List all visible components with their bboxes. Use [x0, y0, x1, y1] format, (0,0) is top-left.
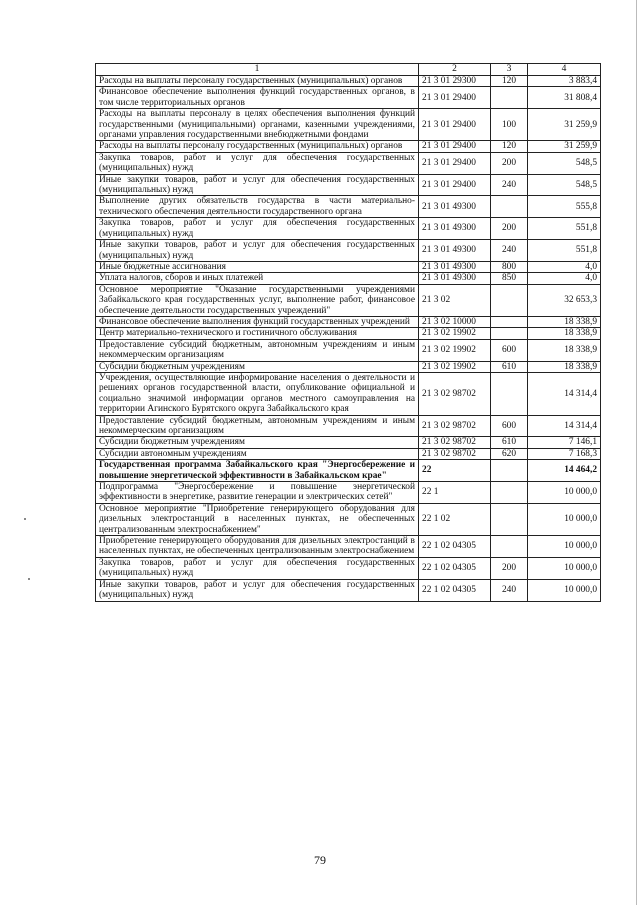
row-amount-cell: 7 168,3 [528, 448, 601, 459]
table-row [96, 328, 601, 339]
table-row [96, 284, 601, 316]
row-vr-cell: 610 [491, 437, 528, 448]
row-vr-cell: 200 [491, 218, 528, 240]
row-code-cell: 21 3 01 29400 [419, 141, 491, 152]
table-row [96, 218, 601, 240]
table-row [96, 76, 601, 87]
row-code-cell: 21 3 02 19902 [419, 361, 491, 372]
header-col-1: 1 [96, 64, 419, 76]
row-name-cell: Иные бюджетные ассигнования [96, 261, 419, 272]
row-name-cell: Приобретение генерирующего оборудования для дизельных электростанций в населенных пунктах, не обеспеченных централизованным электроснабжением [96, 536, 419, 558]
row-vr-cell [491, 196, 528, 218]
row-name-cell: Основное мероприятие "Приобретение генерирующего оборудования для дизельных электростанций в населенных пунктах, не обеспеченных централизованным электроснабжением" [96, 503, 419, 535]
table-row [96, 415, 601, 437]
table-row [96, 536, 601, 558]
row-name-cell: Закупка товаров, работ и услуг для обеспечения государственных (муниципальных) нужд [96, 218, 419, 240]
row-code-cell: 21 3 02 19902 [419, 339, 491, 361]
row-name-cell: Уплата налогов, сборов и иных платежей [96, 273, 419, 284]
row-name-cell: Учреждения, осуществляющие информирование населения о деятельности и решениях органов государственной власти, опубликование официальной и социально значимой информации органов местного самоуправления на территории Агинского Бурятского округа Забайкальского края [96, 372, 419, 415]
row-code-cell: 21 3 02 [419, 284, 491, 316]
table-row [96, 482, 601, 504]
table-row [96, 372, 601, 415]
row-amount-cell: 3 883,4 [528, 76, 601, 87]
header-col-3: 3 [491, 64, 528, 76]
row-vr-cell: 600 [491, 339, 528, 361]
row-amount-cell: 18 338,9 [528, 339, 601, 361]
row-code-cell: 21 3 02 98702 [419, 437, 491, 448]
row-amount-cell: 18 338,9 [528, 316, 601, 327]
row-amount-cell: 10 000,0 [528, 503, 601, 535]
row-vr-cell: 600 [491, 415, 528, 437]
row-name-cell: Финансовое обеспечение выполнения функций государственных учреждений [96, 316, 419, 327]
row-name-cell: Государственная программа Забайкальского края "Энергосбережение и повышение энергетической эффективности в Забайкальском крае" [96, 460, 419, 482]
row-code-cell: 21 3 02 10000 [419, 316, 491, 327]
row-amount-cell: 10 000,0 [528, 579, 601, 601]
table-row [96, 141, 601, 152]
row-name-cell: Предоставление субсидий бюджетным, автономным учреждениям и иным некоммерческим организациям [96, 339, 419, 361]
row-vr-cell: 610 [491, 361, 528, 372]
row-vr-cell: 620 [491, 448, 528, 459]
row-vr-cell [491, 372, 528, 415]
table-row [96, 87, 601, 109]
row-name-cell: Финансовое обеспечение выполнения функций государственных органов, в том числе территориальных органов [96, 87, 419, 109]
table-row [96, 273, 601, 284]
row-amount-cell: 551,8 [528, 240, 601, 262]
row-amount-cell: 551,8 [528, 218, 601, 240]
table-row [96, 557, 601, 579]
row-vr-cell [491, 284, 528, 316]
table-row [96, 361, 601, 372]
row-amount-cell: 7 146,1 [528, 437, 601, 448]
row-amount-cell: 18 338,9 [528, 328, 601, 339]
row-code-cell: 22 [419, 460, 491, 482]
row-vr-cell [491, 503, 528, 535]
row-vr-cell: 200 [491, 557, 528, 579]
row-name-cell: Субсидии бюджетным учреждениям [96, 437, 419, 448]
row-code-cell: 22 1 02 [419, 503, 491, 535]
row-code-cell: 21 3 02 98702 [419, 448, 491, 459]
table-row [96, 448, 601, 459]
row-vr-cell [491, 482, 528, 504]
row-amount-cell: 14 314,4 [528, 415, 601, 437]
row-name-cell: Центр материально-технического и гостиничного обслуживания [96, 328, 419, 339]
row-vr-cell: 120 [491, 76, 528, 87]
row-amount-cell: 10 000,0 [528, 536, 601, 558]
row-code-cell: 21 3 01 49300 [419, 218, 491, 240]
table-row [96, 579, 601, 601]
row-vr-cell [491, 316, 528, 327]
budget-table [95, 63, 601, 602]
row-name-cell: Закупка товаров, работ и услуг для обеспечения государственных (муниципальных) нужд [96, 557, 419, 579]
table-row [96, 174, 601, 196]
row-name-cell: Выполнение других обязательств государства в части материально-технического обеспечения деятельности государственного органа [96, 196, 419, 218]
row-amount-cell: 18 338,9 [528, 361, 601, 372]
row-name-cell: Подпрограмма "Энергосбережение и повышение энергетической эффективности в энергетике, развитие генерации и электрических сетей" [96, 482, 419, 504]
table-row [96, 316, 601, 327]
table-row [96, 109, 601, 141]
row-name-cell: Предоставление субсидий бюджетным, автономным учреждениям и иным некоммерческим организациям [96, 415, 419, 437]
scan-artifact [24, 518, 26, 520]
row-name-cell: Расходы на выплаты персоналу государственных (муниципальных) органов [96, 76, 419, 87]
row-code-cell: 21 3 01 49300 [419, 261, 491, 272]
page-number: 79 [314, 853, 326, 867]
row-name-cell: Закупка товаров, работ и услуг для обеспечения государственных (муниципальных) нужд [96, 152, 419, 174]
scan-artifact [636, 0, 637, 905]
table-row [96, 437, 601, 448]
row-code-cell: 21 3 01 49300 [419, 273, 491, 284]
table-row [96, 503, 601, 535]
header-col-4: 4 [528, 64, 601, 76]
table-row [96, 339, 601, 361]
table-row [96, 152, 601, 174]
row-amount-cell: 31 259,9 [528, 141, 601, 152]
row-vr-cell: 850 [491, 273, 528, 284]
row-vr-cell: 240 [491, 579, 528, 601]
row-amount-cell: 31 808,4 [528, 87, 601, 109]
table-body [96, 76, 601, 602]
row-name-cell: Иные закупки товаров, работ и услуг для обеспечения государственных (муниципальных) нужд [96, 240, 419, 262]
row-code-cell: 21 3 02 98702 [419, 372, 491, 415]
table-row [96, 261, 601, 272]
table-header-row [96, 64, 601, 76]
row-code-cell: 22 1 02 04305 [419, 536, 491, 558]
row-code-cell: 22 1 02 04305 [419, 557, 491, 579]
row-amount-cell: 32 653,3 [528, 284, 601, 316]
row-code-cell: 21 3 01 49300 [419, 240, 491, 262]
scan-artifact [28, 578, 30, 580]
row-vr-cell: 800 [491, 261, 528, 272]
row-vr-cell: 200 [491, 152, 528, 174]
row-amount-cell: 31 259,9 [528, 109, 601, 141]
table-row [96, 460, 601, 482]
row-amount-cell: 4,0 [528, 273, 601, 284]
row-amount-cell: 14 314,4 [528, 372, 601, 415]
row-name-cell: Иные закупки товаров, работ и услуг для обеспечения государственных (муниципальных) нужд [96, 174, 419, 196]
row-code-cell: 21 3 01 29400 [419, 174, 491, 196]
row-vr-cell [491, 536, 528, 558]
table-row [96, 240, 601, 262]
row-amount-cell: 14 464,2 [528, 460, 601, 482]
row-vr-cell [491, 87, 528, 109]
row-code-cell: 21 3 02 98702 [419, 415, 491, 437]
row-vr-cell [491, 328, 528, 339]
row-vr-cell: 240 [491, 174, 528, 196]
row-code-cell: 21 3 01 29400 [419, 109, 491, 141]
row-name-cell: Расходы на выплаты персоналу в целях обеспечения выполнения функций государственными (муниципальными) органами, казенными учреждениями, органами управления государственными внебюджетными фондами [96, 109, 419, 141]
row-code-cell: 21 3 01 29400 [419, 87, 491, 109]
row-code-cell: 21 3 01 49300 [419, 196, 491, 218]
row-amount-cell: 10 000,0 [528, 482, 601, 504]
row-vr-cell: 100 [491, 109, 528, 141]
row-amount-cell: 548,5 [528, 152, 601, 174]
row-code-cell: 21 3 02 19902 [419, 328, 491, 339]
row-code-cell: 22 1 02 04305 [419, 579, 491, 601]
row-amount-cell: 10 000,0 [528, 557, 601, 579]
row-name-cell: Иные закупки товаров, работ и услуг для обеспечения государственных (муниципальных) нужд [96, 579, 419, 601]
row-name-cell: Субсидии автономным учреждениям [96, 448, 419, 459]
row-vr-cell: 120 [491, 141, 528, 152]
row-code-cell: 22 1 [419, 482, 491, 504]
table-row [96, 196, 601, 218]
row-name-cell: Расходы на выплаты персоналу государственных (муниципальных) органов [96, 141, 419, 152]
row-amount-cell: 555,8 [528, 196, 601, 218]
row-code-cell: 21 3 01 29400 [419, 152, 491, 174]
row-amount-cell: 4,0 [528, 261, 601, 272]
header-col-2: 2 [419, 64, 491, 76]
row-vr-cell: 240 [491, 240, 528, 262]
row-name-cell: Субсидии бюджетным учреждениям [96, 361, 419, 372]
row-name-cell: Основное мероприятие "Оказание государственными учреждениями Забайкальского края государственных услуг, выполнение работ, финансовое обеспечение деятельности государственных учреждений" [96, 284, 419, 316]
row-vr-cell [491, 460, 528, 482]
row-code-cell: 21 3 01 29300 [419, 76, 491, 87]
row-amount-cell: 548,5 [528, 174, 601, 196]
